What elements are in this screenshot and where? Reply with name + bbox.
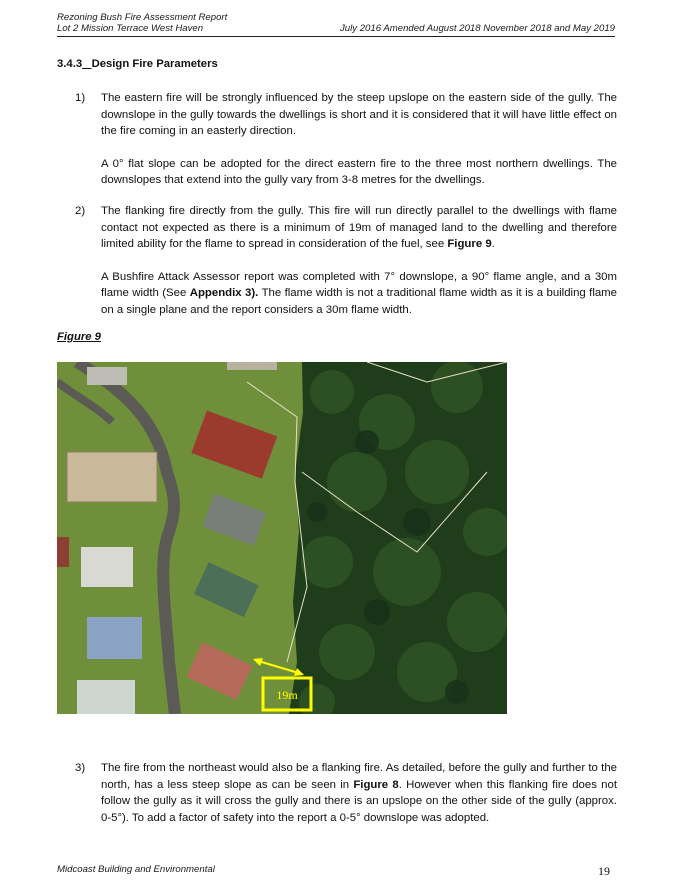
paragraph-text: A Bushfire Attack Assessor report was completed with 7° downslope, a 90° flame angle, and a 30m flame width (See (101, 270, 617, 300)
house-roof (67, 452, 157, 502)
header-report-title: Rezoning Bush Fire Assessment Report (57, 12, 228, 23)
figure-label: Figure 9 (57, 331, 101, 343)
section-heading (57, 58, 218, 70)
figure-reference: Figure 9 (447, 238, 492, 251)
house-roof (77, 680, 135, 714)
list-item-1 (75, 90, 617, 189)
house-roof (227, 362, 277, 370)
house-roof (87, 617, 142, 659)
section-number: 3.4.3 (57, 58, 83, 70)
paragraph: The eastern fire will be strongly influenced by the steep upslope on the eastern side of the gully. The downslope in the gully towards the dwellings is short and it is considered that it will have little effect on the fire coming in an easterly direction. (101, 92, 617, 138)
paragraph-text: The fire from the northeast would also be a flanking fire. As detailed, before the gully and further to the north, has a less steep slope as can be seen in (101, 762, 617, 791)
footer-company: Midcoast Building and Environmental (57, 864, 215, 875)
paragraph: A 0° flat slope can be adopted for the direct eastern fire to the three most northern dwellings. The downslopes that extend into the gully vary from 3-8 metres for the dwellings. (101, 157, 617, 187)
paragraph-text: The flame width is not a traditional flame width as it is a building flame on a single plane and the report considers a 30m flame width. (101, 287, 618, 316)
list-number: 1) (75, 92, 86, 104)
aerial-photo (57, 362, 507, 714)
list-number: 2) (75, 205, 86, 217)
list-item-2 (75, 203, 617, 319)
page-header (57, 12, 615, 34)
paragraph-text: . However when this flanking fire does not follow the gully as it will cross the gully and there is an upslope on the other side of the gully (approx. 0-5°). To add a factor of safety into the report a 0-5° downslope was adopted. (101, 778, 617, 824)
header-site: Lot 2 Mission Terrace West Haven (57, 23, 204, 34)
appendix-reference: Appendix 3). (189, 287, 259, 300)
header-dates: July 2016 Amended August 2018 November 2018 and May 2019 (339, 23, 615, 34)
page-number: 19 (598, 864, 610, 878)
house-roof (87, 367, 127, 385)
paragraph (101, 760, 617, 826)
figure-reference: Figure 8 (353, 778, 399, 791)
paragraph-text: . (491, 238, 495, 251)
section-title: Design Fire Parameters (91, 58, 218, 70)
measure-label: 19m (276, 688, 298, 702)
paragraph (101, 203, 617, 253)
list-item-3 (75, 760, 617, 826)
house-roof (57, 537, 69, 567)
header-rule (57, 36, 615, 37)
paragraph (101, 269, 617, 319)
paragraph-text: The flanking fire directly from the gully. This fire will run directly parallel to the dwellings with flame contact not expected as there is a minimum of 19m of managed land to the dwelling and therefore limited ability for the flame to spread in consideration of the fuel, see (101, 205, 617, 251)
house-roof (81, 547, 133, 587)
list-number: 3) (75, 762, 86, 774)
header-row (57, 23, 615, 34)
